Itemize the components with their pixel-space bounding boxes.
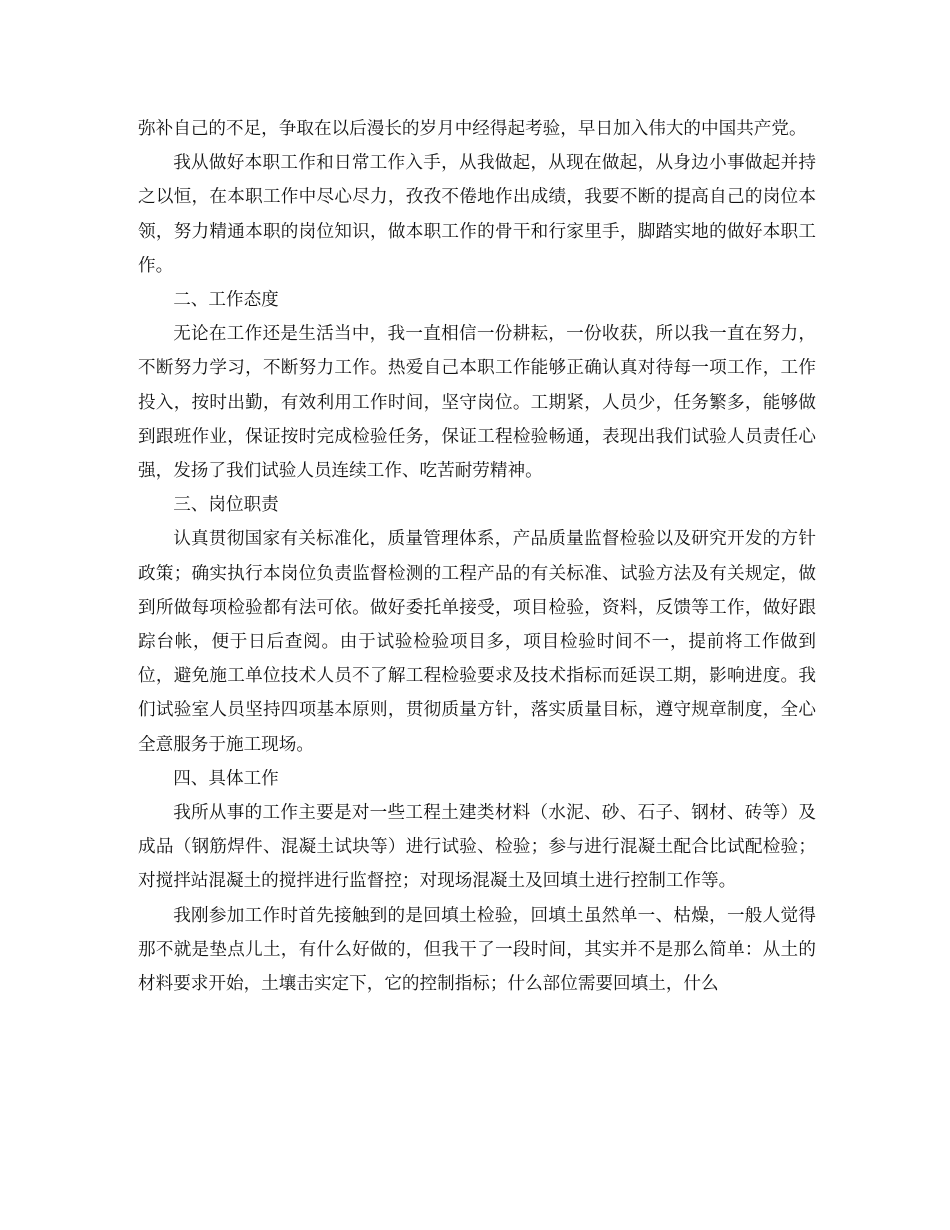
paragraph-job-duties: 我从做好本职工作和日常工作入手，从我做起，从现在做起，从身边小事做起并持之以恒，在本职工作中尽心尽力，孜孜不倦地作出成绩，我要不断的提高自己的岗位本领，努力精通本职的岗位知识，做本职工作的骨干和行家里手，脚踏实地的做好本职工作。 [138, 153, 816, 276]
section-heading-responsibilities: 三、岗位职责 [173, 495, 279, 516]
paragraph-work-attitude: 无论在工作还是生活当中，我一直相信一份耕耘，一份收获，所以我一直在努力，不断努力学习，不断努力工作。热爱自己本职工作能够正确认真对待每一项工作，工作投入，按时出勤，有效利用工作时间，坚守岗位。工期紧，人员少，任务繁多，能够做到跟班作业，保证按时完成检验任务，保证工程检验畅通，表现出我们试验人员责任心强，发扬了我们试验人员连续工作、吃苦耐劳精神。 [138, 324, 816, 482]
paragraph-backfill-testing: 我刚参加工作时首先接触到的是回填土检验，回填土虽然单一、枯燥，一般人觉得那不就是垫点儿土，有什么好做的，但我干了一段时间，其实并不是那么简单：从土的材料要求开始，土壤击实定下，它的控制指标；什么部位需要回填土，什么 [138, 905, 816, 995]
paragraph-responsibilities: 认真贯彻国家有关标准化，质量管理体系，产品质量监督检验以及研究开发的方针政策；确实执行本岗位负责监督检测的工程产品的有关标准、试验方法及有关规定，做到所做每项检验都有法可依。做好委托单接受，项目检验，资料，反馈等工作，做好跟踪台帐，便于日后查阅。由于试验检验项目多，项目检验时间不一，提前将工作做到位，避免施工单位技术人员不了解工程检验要求及技术指标而延误工期，影响进度。我们试验室人员坚持四项基本原则，贯彻质量方针，落实质量目标，遵守规章制度，全心全意服务于施工现场。 [138, 529, 816, 755]
document-body [138, 112, 816, 1001]
paragraph-continuation: 弥补自己的不足，争取在以后漫长的岁月中经得起考验，早日加入伟大的中国共产党。 [138, 119, 807, 139]
section-heading-specific-work: 四、具体工作 [173, 768, 279, 789]
paragraph-specific-work: 我所从事的工作主要是对一些工程土建类材料（水泥、砂、石子、钢材、砖等）及成品（钢筋焊件、混凝土试块等）进行试验、检验；参与进行混凝土配合比试配检验；对搅拌站混凝土的搅拌进行监督控；对现场混凝土及回填土进行控制工作等。 [138, 803, 816, 892]
section-heading-work-attitude: 二、工作态度 [173, 290, 279, 311]
